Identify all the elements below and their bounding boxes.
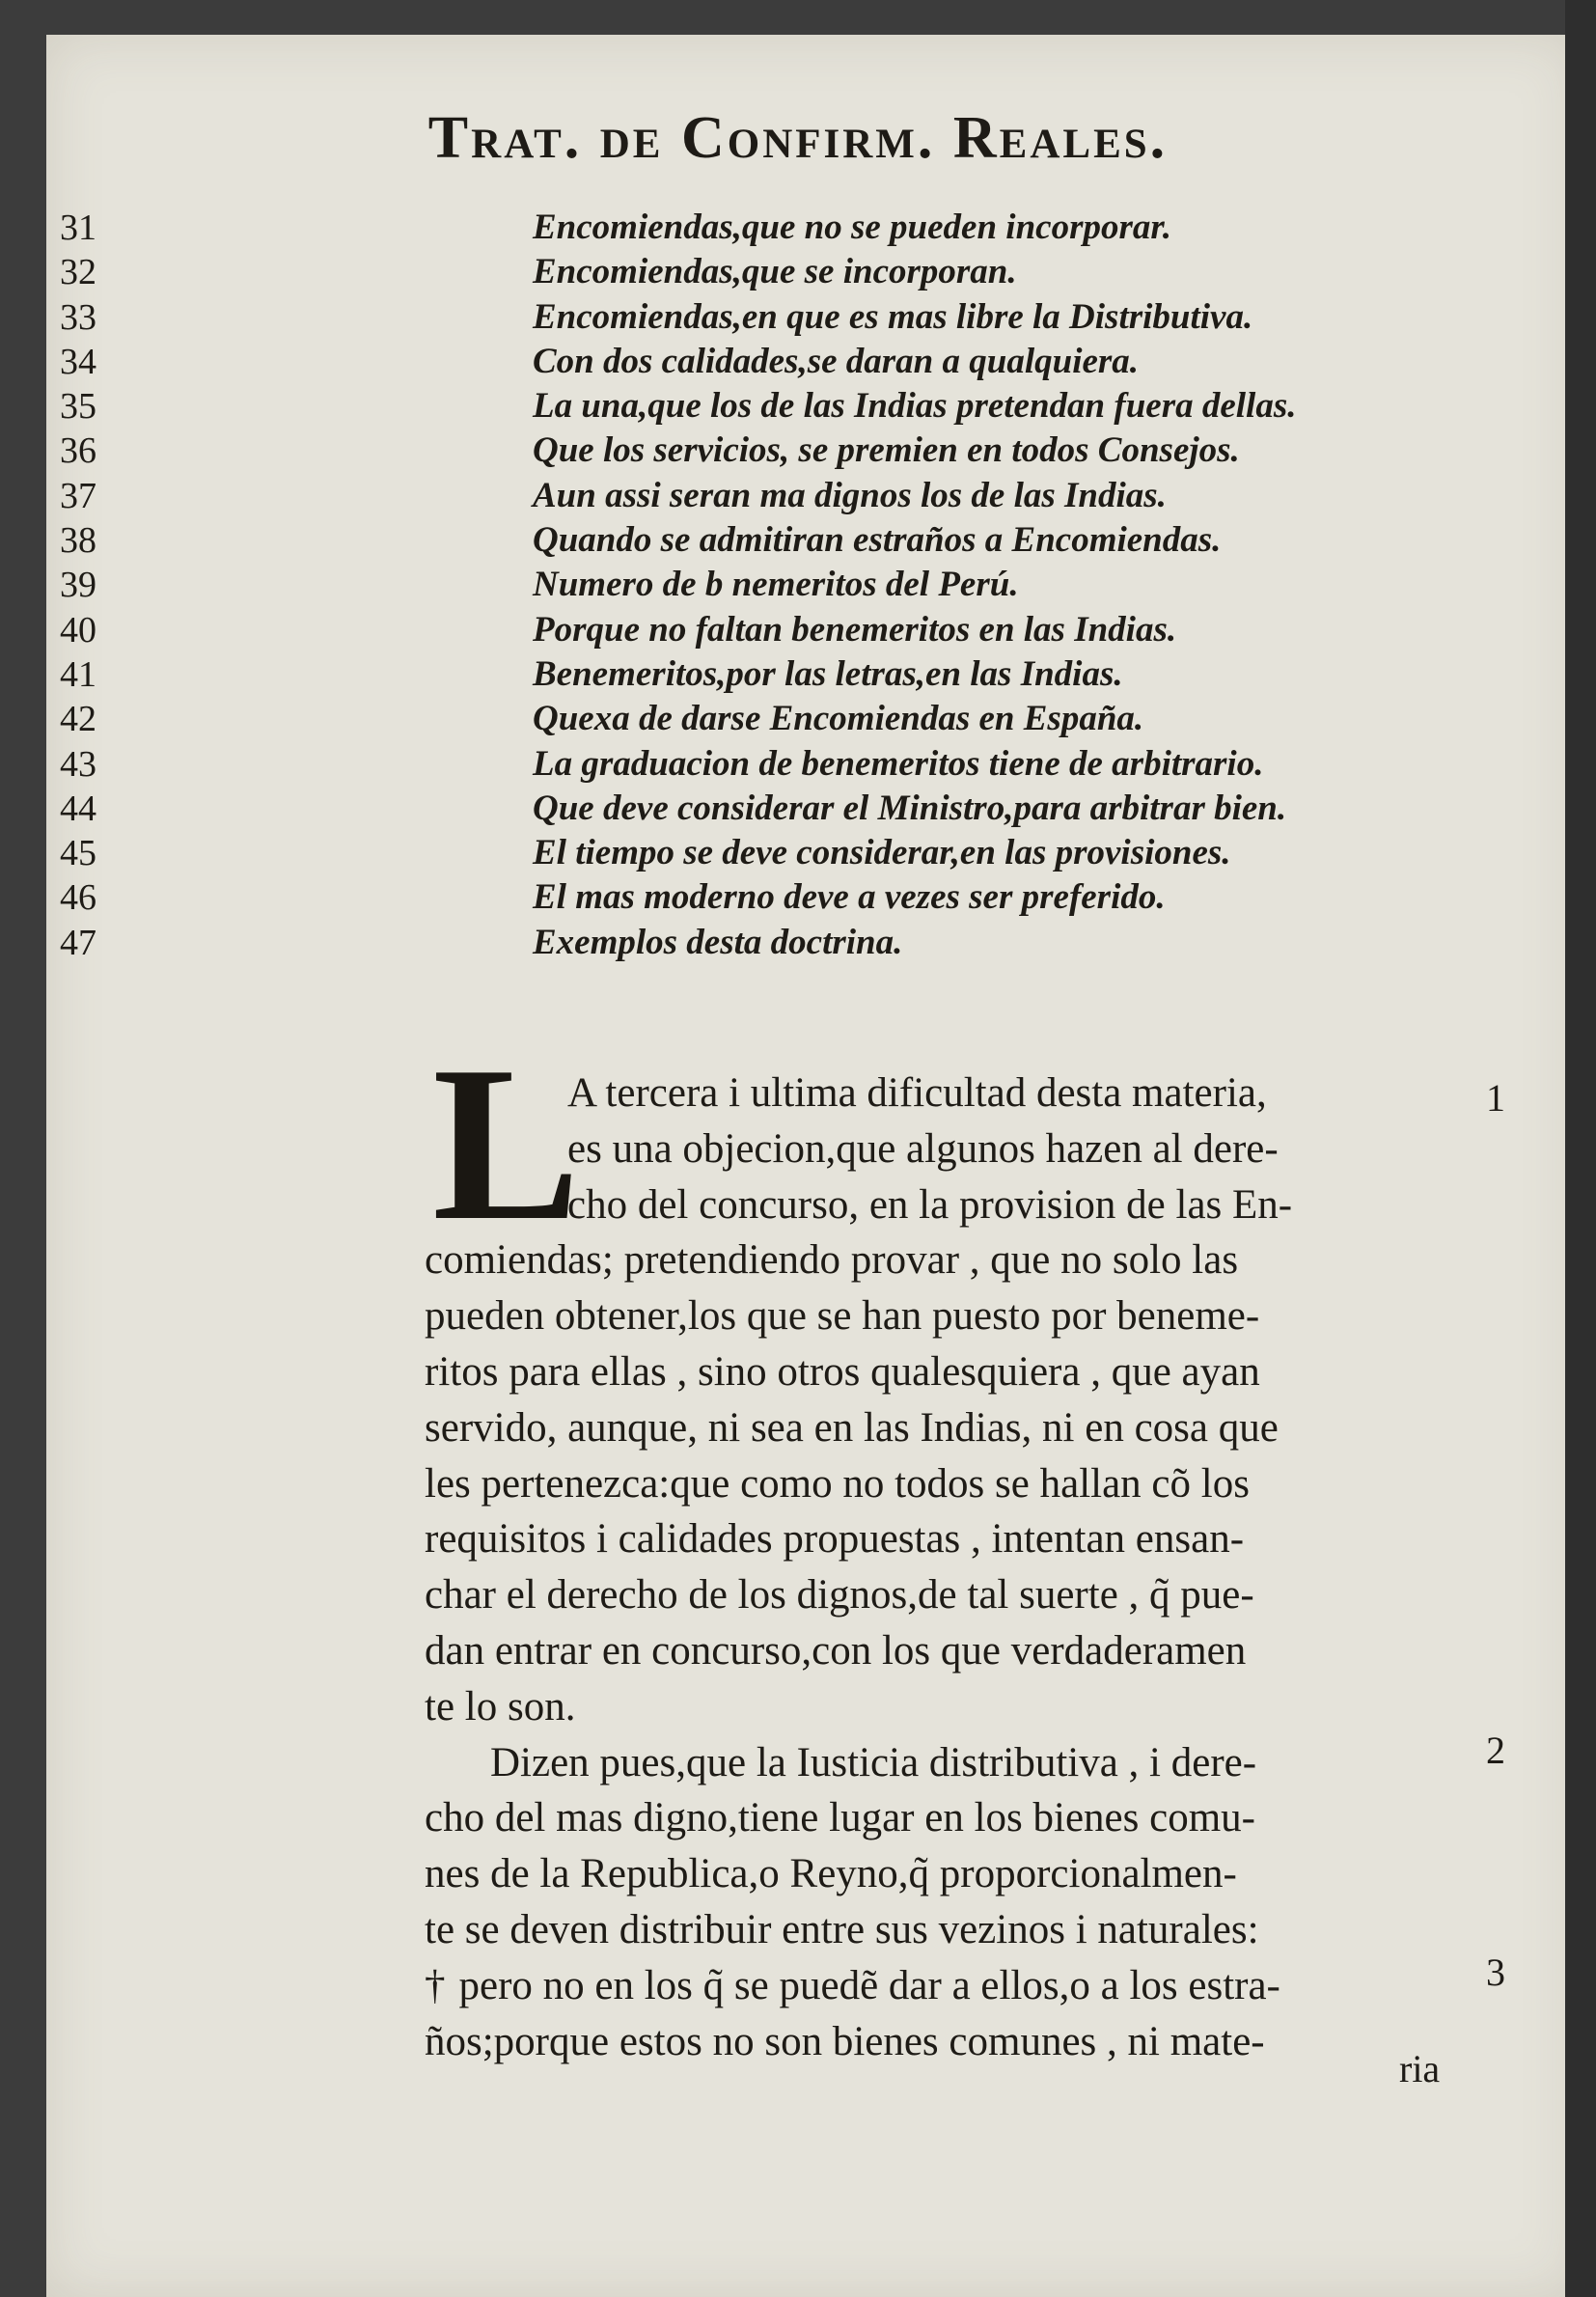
summary-item	[60, 203, 1486, 248]
summary-number: 36	[60, 430, 96, 472]
summary-text: Exemplos desta doctrina.	[533, 922, 903, 962]
summary-item	[60, 247, 1486, 293]
text-line: Dizen pues,que la Iusticia distributiva , i dere-	[490, 1739, 1257, 1785]
drop-cap-initial: L	[432, 1020, 581, 1266]
summary-item	[60, 605, 1486, 650]
summary-text: Quexa de darse Encomiendas en España.	[533, 699, 1144, 739]
summary-text: El tiempo se deve considerar,en las provisiones.	[533, 833, 1231, 873]
summary-item	[60, 426, 1486, 472]
summary-text: Encomiendas,en que es mas libre la Distributiva.	[533, 296, 1253, 337]
summary-text: Porque no faltan benemeritos en las Indias.	[533, 609, 1177, 650]
summary-number: 43	[60, 743, 96, 785]
summary-text: Numero de b nemeritos del Perú.	[533, 565, 1019, 605]
text-line: es una objecion,que algunos hazen al dere-	[567, 1125, 1279, 1172]
catchword: ria	[1399, 2047, 1441, 2090]
summary-number: 31	[60, 208, 96, 248]
text-line: ños;porque estos no son bienes comunes , ni mate-	[425, 2018, 1265, 2064]
text-line: ritos para ellas , sino otros qualesquiera , que ayan	[425, 1348, 1260, 1395]
text-line: dan entrar en concurso,con los que verdaderamen	[425, 1627, 1247, 1674]
summary-number: 35	[60, 386, 96, 428]
summary-number: 42	[60, 699, 96, 740]
summary-number: 44	[60, 788, 96, 829]
summary-item	[60, 560, 1486, 606]
summary-number: 37	[60, 475, 96, 516]
text-line: pueden obtener,los que se han puesto por beneme-	[425, 1293, 1260, 1340]
text-line: cho del mas digno,tiene lugar en los bienes comu-	[425, 1795, 1255, 1841]
summary-item	[60, 381, 1486, 428]
text-line: char el derecho de los dignos,de tal suerte , q̃ pue-	[425, 1572, 1254, 1619]
text-line: comiendas; pretendiendo provar , que no solo las	[425, 1237, 1239, 1284]
summary-item	[60, 650, 1486, 695]
summary-number: 32	[60, 252, 96, 293]
summary-text: Que deve considerar el Ministro,para arbitrar bien.	[533, 788, 1287, 828]
text-line: requisitos i calidades propuestas , intentan ensan-	[425, 1516, 1245, 1563]
summary-text: La una,que los de las Indias pretendan fuera dellas.	[533, 386, 1297, 427]
dagger-mark: †	[425, 1962, 446, 2008]
summary-text: Que los servicios, se premien en todos Consejos.	[533, 430, 1240, 471]
summary-item	[60, 694, 1486, 740]
text-line: te se deven distribuir entre sus vezinos i naturales:	[425, 1906, 1259, 1952]
text-line: les pertenezca:que como no todos se hallan cõ los	[425, 1460, 1250, 1507]
summary-item	[60, 828, 1486, 874]
margin-number: 3	[1486, 1951, 1505, 1994]
text-line: nes de la Republica,o Reyno,q̃ proporcionalmen-	[425, 1851, 1237, 1897]
summary-text: Con dos calidades,se daran a qualquiera.	[533, 341, 1140, 381]
margin-number: 2	[1486, 1729, 1505, 1772]
text-line: A tercera i ultima dificultad desta materia,	[567, 1070, 1267, 1116]
summary-text: Encomiendas,que no se pueden incorporar.	[533, 208, 1171, 247]
summary-item	[60, 471, 1486, 516]
summary-item	[60, 872, 1486, 919]
summary-number: 33	[60, 296, 96, 338]
margin-number: 1	[1486, 1076, 1505, 1120]
summary-text: La graduacion de benemeritos tiene de arbitrario.	[533, 743, 1264, 784]
summary-number: 38	[60, 520, 96, 562]
text-line: te lo son.	[425, 1683, 576, 1730]
summary-text: Benemeritos,por las letras,en las Indias.	[533, 653, 1123, 694]
summary-number: 46	[60, 877, 96, 919]
text-line: cho del concurso, en la provision de las En-	[567, 1181, 1293, 1228]
summary-list	[60, 203, 1486, 963]
summary-item	[60, 918, 1486, 963]
summary-number: 47	[60, 922, 96, 963]
summary-number: 40	[60, 609, 96, 650]
summary-text: El mas moderno deve a vezes ser preferido.	[533, 877, 1166, 918]
summary-number: 45	[60, 833, 96, 874]
summary-item	[60, 292, 1486, 338]
summary-number: 34	[60, 341, 96, 382]
text-line	[425, 1962, 1467, 2018]
summary-text: Aun assi seran ma dignos los de las Indias.	[533, 475, 1167, 515]
summary-text: Encomiendas,que se incorporan.	[533, 252, 1017, 292]
summary-item	[60, 337, 1486, 382]
summary-item	[60, 515, 1486, 562]
summary-number: 41	[60, 653, 96, 695]
text-line: servido, aunque, ni sea en las Indias, ni en cosa que	[425, 1404, 1279, 1451]
summary-text: Quando se admitiran estraños a Encomiendas.	[533, 520, 1222, 561]
body-text	[425, 1069, 1467, 2073]
summary-number: 39	[60, 565, 96, 606]
running-head: Trat. de Confirm. Reales.	[427, 105, 1169, 171]
scan-border	[1565, 0, 1596, 2297]
summary-item	[60, 739, 1486, 785]
summary-item	[60, 784, 1486, 829]
text-line-content: pero no en los q̃ se puedẽ dar a ellos,o a los estra-	[458, 1962, 1280, 2008]
